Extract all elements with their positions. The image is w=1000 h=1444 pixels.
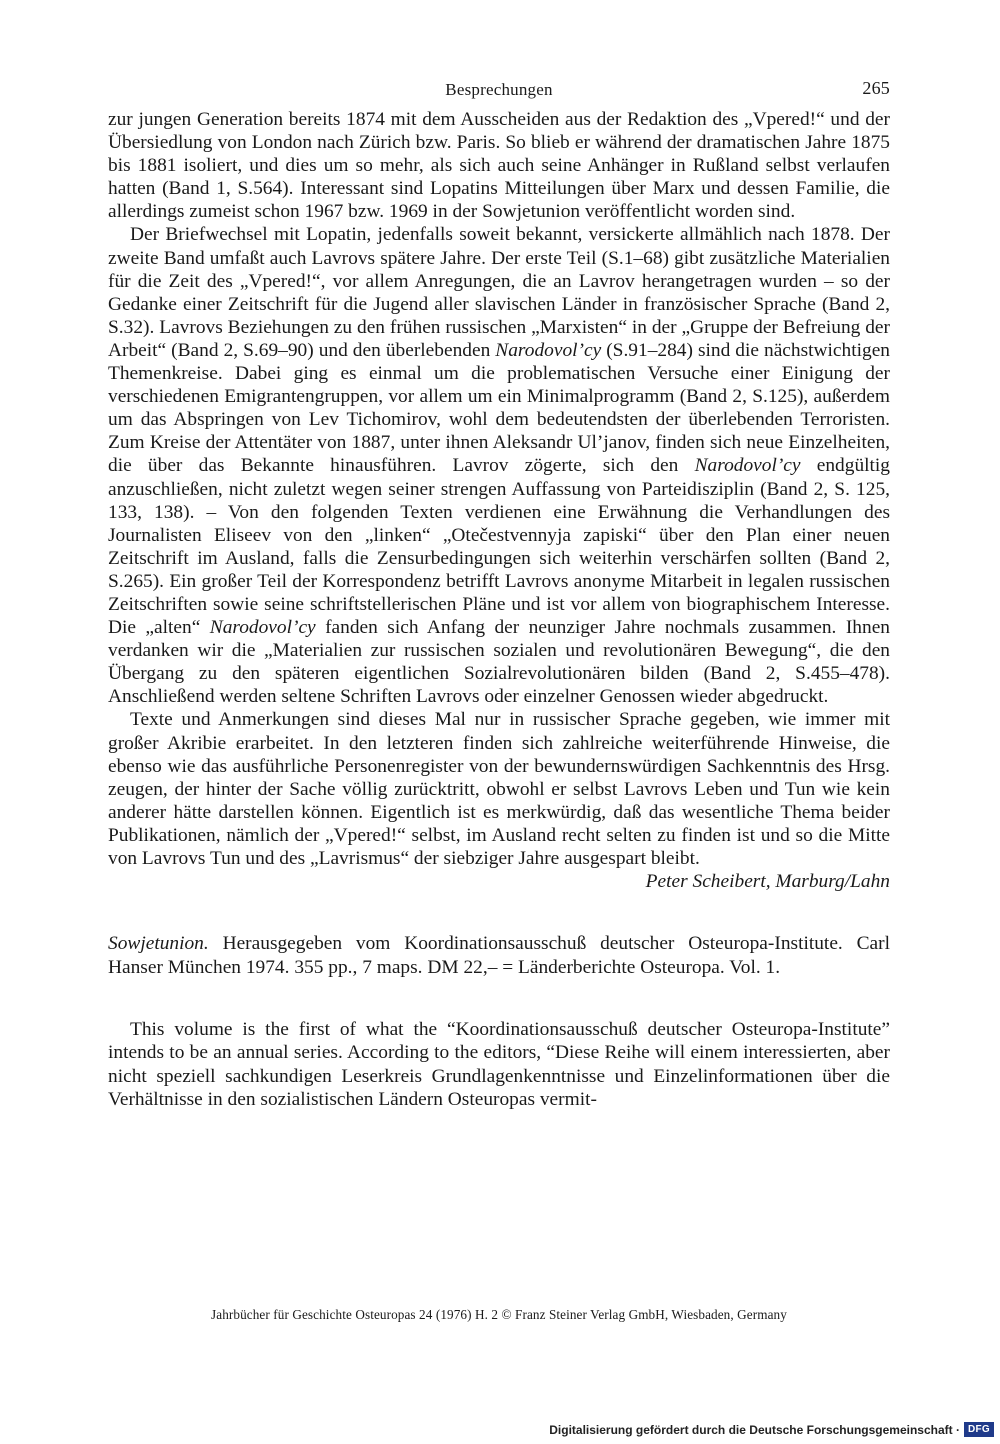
italic-term: Narodovol’cy	[495, 339, 602, 361]
paragraph-2	[108, 223, 890, 708]
book-details: Herausgegeben vom Koordinationsausschuß deutscher Osteuropa-Institute. Carl Hanser München 1974. 355 pp., 7 maps. DM 22,– = Länderberichte Osteuropa. Vol. 1.	[108, 933, 890, 978]
paragraph-2-text-c: endgültig anzuschließen, nicht zuletzt wegen seiner strengen Auffassung von Parteidisziplin (Band 2, S. 125, 133, 138). – Von den folgenden Texten verdienen eine Erwähnung die Verhandlungen des Journalisten Eliseev von den „linken“ „Otečestvennyja zapiski“ über den Plan einer neuen Zeitschrift im Ausland, falls die Zensurbedingungen sich weiterhin verschärfen sollten (Band 2, S.265). Ein großer Teil der Korrespondenz betrifft Lavrovs anonyme Mitarbeit in legalen russischen Zeitschriften sowie seine schriftstellerischen Pläne und ist vor allem von biographischem Interesse. Die „alten“	[108, 455, 891, 639]
running-head-title: Besprechungen	[445, 80, 553, 99]
paragraph-3: Texte und Anmerkungen sind dieses Mal nur in russischer Sprache gegeben, wie immer mit großer Akribie erarbeitet. In den letzteren finden sich zahlreiche weiterführende Hinweise, die ebenso wie das ausführliche Personenregister von der bewundernswürdigen Sachkenntnis des Hrsg. zeugen, der hinter der Sache völlig zurücktritt, obwohl er selbst Lavrovs Leben und Tun wie kein anderer hätte darstellen können. Eigentlich ist es merkwürdig, daß das wesentliche Thema beider Publikationen, nämlich der „Vpered!“ selbst, im Ausland recht selten zu finden ist und so die Mitte von Lavrovs Tun und des „Lavrismus“ der siebziger Jahre ausgespart bleibt.	[108, 709, 890, 869]
journal-footer: Jahrbücher für Geschichte Osteuropas 24 (1976) H. 2 © Franz Steiner Verlag GmbH, Wiesbaden, Germany	[211, 1307, 787, 1322]
reviewer-signature: Peter Scheibert, Marburg/Lahn	[645, 871, 890, 893]
review-body	[108, 108, 890, 870]
dfg-notice	[549, 1422, 994, 1437]
dfg-notice-text: Digitalisierung gefördert durch die Deutsche Forschungsgemeinschaft ·	[549, 1422, 960, 1437]
book-citation	[108, 932, 890, 979]
review-english-paragraph: This volume is the first of what the “Koordinationsausschuß deutscher Osteuropa-Institute” intends to be an annual series. According to the editors, “Diese Reihe will einem interessierten, aber nicht speziell sachkundigen Leserkreis Grundlagenkenntnisse und Einzelinformationen über die Verhältnisse in den sozialistischen Ländern Osteuropas vermit-	[108, 1018, 890, 1111]
paragraph-2-text-a: Der Briefwechsel mit Lopatin, jedenfalls soweit bekannt, versickerte allmählich nach 1878. Der zweite Band umfaßt auch Lavrovs spätere Jahre. Der erste Teil (S.1–68) gibt zusätzliche Materialien für die Zeit des „Vpered!“, vor allem Anregungen, die an Lavrov herangetragen wurden – so der Gedanke einer Zeitschrift für die Jugend aller slavischen Länder in französischer Sprache (Band 2, S.32). Lavrovs Beziehungen zu den frühen russischen „Marxisten“ in der „Gruppe der Befreiung der Arbeit“ (Band 2, S.69–90) und den überlebenden	[108, 224, 890, 361]
page-content	[108, 72, 890, 1112]
paragraph-1: zur jungen Generation bereits 1874 mit dem Ausscheiden aus der Redaktion des „Vpered!“ und der Übersiedlung von London nach Zürich bzw. Paris. So blieb er während der dramatischen Jahre 1875 bis 1881 isoliert, und dies um so mehr, als sich auch seine Anhänger in Rußland selbst verlaufen hatten (Band 1, S.564). Interessant sind Lopatins Mitteilungen über Marx und dessen Familie, die allerdings zumeist schon 1967 bzw. 1969 in der Sowjetunion veröffentlicht worden sind.	[108, 109, 890, 223]
italic-term: Narodovol’cy	[694, 455, 801, 477]
paragraph-2-text-d: fanden sich Anfang der neunziger Jahre nochmals zusammen. Ihnen verdanken wir die „Materialien zur russischen sozialen und revolutionären Bewegung“, die den Übergang zu den späteren eigentlichen Sozialrevolutionären bilden (Band 2, S.455–478). Anschließend werden seltene Schriften Lavrovs oder einzelner Genossen wieder abgedruckt.	[108, 617, 890, 708]
dfg-logo-icon: DFG	[964, 1422, 994, 1437]
italic-term: Narodovol’cy	[209, 617, 316, 639]
paragraph-2-text-b: (S.91–284) sind die nächstwichtigen Themenkreise. Dabei ging es einmal um die problematischen Versuche einer Einigung der verschiedenen Emigrantengruppen, vor allem um ein Minimalprogramm (Band 2, S.125), außerdem um das Abspringen von Lev Tichomirov, wohl dem bedeutendsten der überlebenden Terroristen. Zum Kreise der Attentäter von 1887, unter ihnen Aleksandr Ul’janov, finden sich neue Einzelheiten, die über das Bekannte hinausführen. Lavrov zögerte, sich den	[108, 339, 891, 477]
running-head	[108, 72, 890, 108]
page-number: 265	[862, 78, 890, 98]
book-title: Sowjetunion.	[108, 933, 209, 955]
